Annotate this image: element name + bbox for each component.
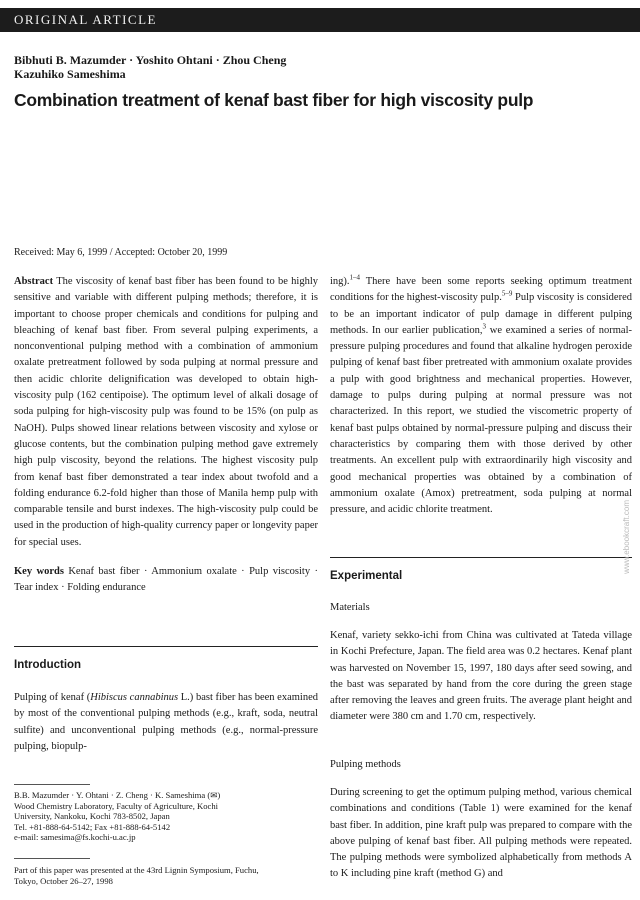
presentation-note	[14, 865, 314, 886]
materials-heading: Materials	[330, 602, 370, 613]
introduction-rule	[14, 646, 318, 647]
footnote-rule	[14, 784, 90, 785]
paper-title: Combination treatment of kenaf bast fiber for high viscosity pulp	[14, 90, 534, 110]
note-line-1: Part of this paper was presented at the 43rd Lignin Symposium, Fuchu,	[14, 865, 259, 875]
ref-2: 5–9	[501, 289, 513, 298]
keywords-label: Key words	[14, 566, 64, 578]
intro-species: Hibiscus cannabinus	[90, 692, 179, 703]
right-intro-s2: There have been some reports seeking optimum treatment conditions for the highest-viscosity pulp.	[330, 276, 632, 304]
right-intro-s1: ing).	[330, 276, 350, 287]
right-intro-s4: we examined a series of normal-pressure pulping procedures and found that alkaline hydrogen peroxide pulping of kenaf bast fiber pretreated with ammonium oxalate provides a pulp with good brightness and mechanical properties. However, damage to pulps during pulping at normal pressure was not characterized. In this report, we studied the viscometric property of kenaf bast pulps obtained by normal-pressure pulping and discuss their characteristics by comparing them with those derived by other treatments. An excellent pulp with extraordinarily high viscosity and good mechanical properties was obtained by a combination of ammonium oxalate (Amox) pretreatment, soda pulping at normal pressure, and acidic chlorite treatment.	[330, 324, 632, 516]
pulping-methods-text	[330, 785, 632, 883]
keywords-text: Kenaf bast fiber · Ammonium oxalate · Pulp viscosity · Tear index · Folding endurance	[14, 566, 319, 594]
left-column	[14, 274, 318, 597]
materials-text	[330, 628, 632, 726]
pulping-methods-heading: Pulping methods	[330, 759, 401, 770]
right-column-intro	[330, 274, 632, 518]
note-line-2: Tokyo, October 26–27, 1998	[14, 875, 113, 886]
experimental-rule	[330, 557, 632, 558]
article-type-banner: ORIGINAL ARTICLE	[0, 8, 640, 32]
affiliation-line-5: e-mail: samesima@fs.kochi-u.ac.jp	[14, 832, 136, 843]
intro-p1-b: L.) bast fiber has been examined by most of the conventional pulping methods (e.g., kraft, soda, neutral sulfite) and unconventional pulping methods (e.g., normal-pressure pulping, biopulp-	[14, 692, 318, 752]
affiliation-line-1: B.B. Mazumder · Y. Ohtani · Z. Cheng · K. Sameshima (✉)	[14, 790, 221, 800]
pulping-paragraph: During screening to get the optimum pulping method, various chemical combinations and conditions (Table 1) were examined for the kenaf bast fiber. In addition, pine kraft pulp was prepared to compare with the above pulping of kenaf bast fiber. All pulping methods were repeated. The pulping methods were symbolized alphabetically from methods A to K including pine kraft (method G) and	[330, 787, 632, 880]
introduction-text	[14, 690, 318, 755]
author-list	[14, 53, 614, 81]
right-intro-s3: Pulp viscosity is considered to be an important indicator of pulp damage in different pulping methods. In our earlier publication,	[330, 292, 632, 336]
received-dates: Received: May 6, 1999 / Accepted: October 20, 1999	[14, 247, 228, 258]
experimental-heading: Experimental	[330, 570, 403, 582]
affiliation-line-3: University, Nankoku, Kochi 783-8502, Japan	[14, 811, 170, 822]
abstract-text: The viscosity of kenaf bast fiber has been found to be highly sensitive and variable with different pulping methods; therefore, it is important to choose proper chemicals and conditions for pulping and bleaching of kenaf bast fiber. From several pulping experiments, a nonconventional pulping method with a combination of ammonium oxalate pretreatment followed by soda pulping at normal pressure and then acidic chlorite delignification was developed to obtain high-viscosity pulp (162 centipoise). The optimum level of alkali dosage of soda pulping for high-viscosity pulp was found to be 15% (on pulp as NaOH). Pulps showed linear relations between viscosity and xylose or glucose contents, but the combination pulping method gave extremely high pulp viscosity, beyond the relations. The highest viscosity pulp from kenaf bast fiber demonstrated a tear index about twofold and a folding endurance 6.2-fold higher than those of Manila hemp pulp with comparable tensile and burst indexes. The high-viscosity pulp could be used in the production of high-quality currency paper or longevity paper for special uses.	[14, 276, 319, 548]
author-line-1: Bibhuti B. Mazumder · Yoshito Ohtani · Zhou Cheng	[14, 53, 287, 67]
keywords	[14, 564, 318, 597]
ref-1: 1–4	[349, 273, 361, 282]
author-affiliation	[14, 790, 314, 843]
author-line-2: Kazuhiko Sameshima	[14, 67, 126, 81]
ref-3: 3	[482, 322, 487, 331]
abstract	[14, 274, 318, 551]
affiliation-line-4: Tel. +81-888-64-5142; Fax +81-888-64-5142	[14, 821, 171, 832]
introduction-heading: Introduction	[14, 659, 82, 671]
affiliation-line-2: Wood Chemistry Laboratory, Faculty of Agriculture, Kochi	[14, 800, 218, 811]
abstract-label: Abstract	[14, 276, 54, 287]
side-watermark: www.ebookcraft.com	[622, 500, 631, 574]
intro-p1-a: Pulping of kenaf (	[14, 692, 91, 703]
note-rule	[14, 858, 90, 859]
materials-paragraph: Kenaf, variety sekko-ichi from China was cultivated at Tateda village in Kochi Prefecture, Japan. The field area was 0.2 hectares. Kenaf plant was harvested on November 15, 1997, 180 days after seed sowing, and the bast was separated by hand from the core during the green stage after removing the leaves and green fruits. The average plant height and diameter were 380 cm and 1.70 cm, respectively.	[330, 630, 632, 723]
